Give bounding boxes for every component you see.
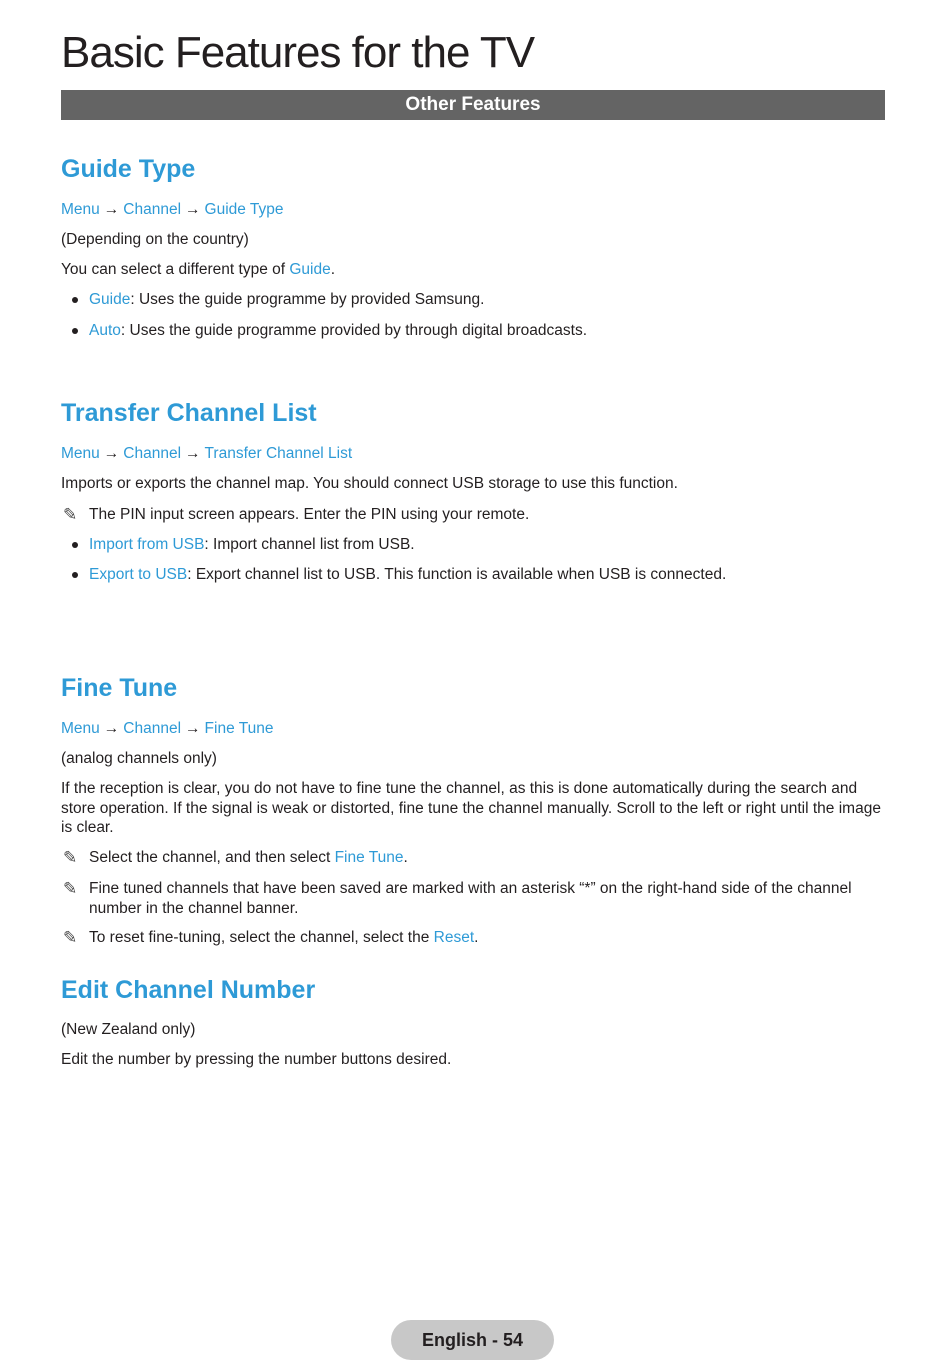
arrow-icon: → — [103, 720, 120, 737]
menu-path-channel: Channel — [123, 445, 182, 462]
edit-channel-number-condition: (New Zealand only) — [61, 1021, 196, 1038]
transfer-channel-list-heading: Transfer Channel List — [61, 399, 317, 427]
note-suffix: . — [474, 929, 479, 946]
list-item — [89, 565, 726, 585]
option-description: : Import channel list from USB. — [204, 536, 415, 553]
arrow-icon: → — [185, 201, 201, 218]
note-link: Reset — [433, 929, 475, 946]
guide-type-intro-link: Guide — [289, 261, 331, 278]
option-label: Guide — [89, 291, 131, 308]
fine-tune-condition: (analog channels only) — [61, 750, 217, 767]
menu-path-channel: Channel — [123, 720, 182, 737]
note-text: To reset fine-tuning, select the channel, select the — [89, 929, 434, 946]
bullet-icon — [72, 328, 78, 334]
menu-path-menu: Menu — [61, 720, 100, 737]
option-label: Export to USB — [89, 566, 188, 583]
menu-path-fine-tune: Fine Tune — [204, 720, 274, 737]
transfer-channel-list-menu-path — [61, 444, 352, 464]
bullet-icon — [72, 572, 78, 578]
note-link: Fine Tune — [334, 849, 404, 866]
edit-channel-number-heading: Edit Channel Number — [61, 976, 316, 1004]
note-text: The PIN input screen appears. Enter the PIN using your remote. — [89, 506, 530, 523]
fine-tune-menu-path — [61, 719, 273, 739]
arrow-icon: → — [103, 445, 120, 462]
menu-path-menu: Menu — [61, 201, 100, 218]
guide-type-menu-path — [61, 200, 284, 220]
note-suffix: . — [403, 849, 408, 866]
fine-tune-note — [63, 848, 884, 868]
bullet-icon — [72, 297, 78, 303]
option-description: : Uses the guide programme by provided Samsung. — [130, 291, 485, 308]
option-description: : Uses the guide programme provided by through digital broadcasts. — [120, 322, 588, 339]
note-text: Select the channel, and then select — [89, 849, 335, 866]
menu-path-menu: Menu — [61, 445, 100, 462]
menu-path-guide-type: Guide Type — [204, 201, 284, 218]
transfer-channel-list-note — [63, 505, 884, 525]
pencil-icon: ✎ — [63, 879, 78, 898]
guide-type-intro-text: You can select a different type of — [61, 261, 290, 278]
guide-type-heading: Guide Type — [61, 155, 196, 183]
arrow-icon: → — [185, 445, 201, 462]
page-title: Basic Features for the TV — [61, 28, 535, 77]
menu-path-transfer-channel-list: Transfer Channel List — [204, 445, 353, 462]
bullet-icon — [72, 542, 78, 548]
list-item — [89, 321, 587, 341]
page-number-badge: English - 54 — [391, 1320, 554, 1360]
option-label: Import from USB — [89, 536, 205, 553]
arrow-icon: → — [185, 720, 201, 737]
menu-path-channel: Channel — [123, 201, 182, 218]
option-description: : Export channel list to USB. This function is available when USB is connected. — [187, 566, 727, 583]
pencil-icon: ✎ — [63, 848, 78, 867]
option-label: Auto — [89, 322, 121, 339]
pencil-icon: ✎ — [63, 505, 78, 524]
arrow-icon: → — [103, 201, 120, 218]
edit-channel-number-description: Edit the number by pressing the number buttons desired. — [61, 1051, 452, 1068]
transfer-channel-list-description: Imports or exports the channel map. You should connect USB storage to use this function. — [61, 475, 678, 492]
fine-tune-note — [63, 879, 884, 918]
note-text: Fine tuned channels that have been saved are marked with an asterisk “*” on the right-hand side of the channel number in the channel banner. — [89, 880, 852, 917]
pencil-icon: ✎ — [63, 928, 78, 947]
list-item — [89, 290, 484, 310]
fine-tune-note — [63, 928, 884, 948]
section-header-bar: Other Features — [61, 90, 885, 120]
list-item — [89, 535, 415, 555]
guide-type-condition: (Depending on the country) — [61, 231, 249, 248]
guide-type-intro — [61, 260, 335, 280]
guide-type-intro-suffix: . — [330, 261, 336, 278]
fine-tune-heading: Fine Tune — [61, 674, 178, 702]
fine-tune-description: If the reception is clear, you do not have to fine tune the channel, as this is done automatically during the search and store operation. If the signal is weak or distorted, fine tune the channel manually. Scroll to the left or right until the image is clear. — [61, 780, 881, 836]
